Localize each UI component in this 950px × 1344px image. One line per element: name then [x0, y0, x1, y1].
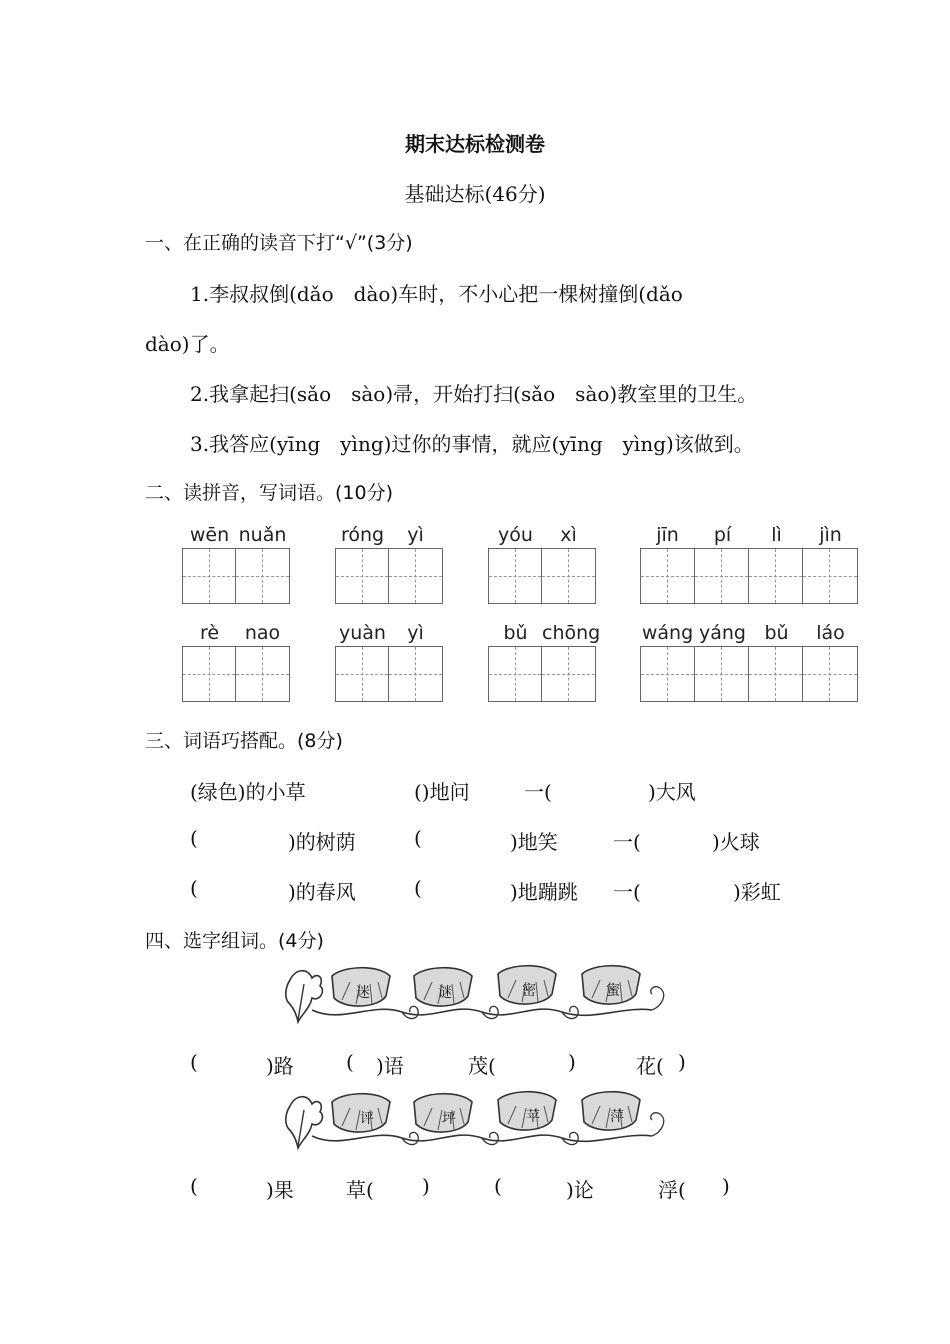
word-item: ( — [190, 1174, 198, 1198]
section1-heading: 一、在正确的读音下打“√”(3分) — [145, 232, 413, 254]
banner-char: 蜜 — [606, 983, 620, 999]
match-item: )大风 — [648, 780, 696, 804]
writing-grid[interactable] — [335, 548, 443, 604]
banner-char: 评 — [360, 1111, 374, 1127]
pinyin-label: wáng — [641, 622, 694, 644]
word-item: 浮( — [658, 1178, 686, 1202]
match-item: 一( — [524, 780, 552, 804]
match-item: ( — [190, 826, 198, 850]
pinyin-label: yóu — [498, 524, 533, 546]
writing-grid[interactable] — [488, 548, 596, 604]
match-item: )的树荫 — [288, 830, 356, 854]
writing-grid[interactable] — [335, 646, 443, 702]
banner-char: 坪 — [442, 1111, 456, 1127]
word-item: )果 — [266, 1178, 294, 1202]
pinyin-label: róng — [340, 524, 385, 546]
word-item: )语 — [376, 1054, 404, 1078]
word-item: ) — [422, 1174, 430, 1198]
section2-heading: 二、读拼音，写词语。(10分) — [145, 482, 394, 504]
page-subtitle: 基础达标(46分) — [404, 182, 546, 206]
pinyin-label: nao — [244, 622, 281, 644]
word-item: ) — [568, 1050, 576, 1074]
pinyin-label: chōng — [542, 622, 601, 644]
pinyin-label: bǔ — [764, 622, 789, 644]
word-item: ( — [346, 1050, 354, 1074]
match-item: )地蹦跳 — [510, 880, 578, 904]
banner-char: 苹 — [526, 1109, 540, 1125]
word-item: 草( — [346, 1178, 374, 1202]
writing-grid[interactable] — [488, 646, 596, 702]
pinyin-label: wēn — [189, 524, 230, 546]
pinyin-label: bǔ — [503, 622, 528, 644]
word-item: )论 — [566, 1178, 594, 1202]
page-title: 期末达标检测卷 — [405, 132, 545, 156]
match-item: ( — [414, 826, 422, 850]
word-item: 茂( — [468, 1054, 496, 1078]
match-item: 一( — [613, 830, 641, 854]
pinyin-label: rè — [199, 622, 220, 644]
banner-char: 谜 — [438, 985, 452, 1001]
match-item: ( — [414, 876, 422, 900]
pinyin-label: pí — [713, 524, 732, 546]
match-item: )地笑 — [510, 830, 558, 854]
word-item: ( — [494, 1174, 502, 1198]
match-item: )火球 — [712, 830, 760, 854]
pinyin-label: yì — [407, 622, 424, 644]
pinyin-label: lì — [771, 524, 782, 546]
section1-line-1-cont: dào)了。 — [145, 332, 230, 356]
banner-char: 萍 — [610, 1109, 624, 1125]
match-item: ( — [190, 876, 198, 900]
writing-grid[interactable] — [182, 548, 290, 604]
writing-grid[interactable] — [182, 646, 290, 702]
pinyin-label: láo — [816, 622, 845, 644]
word-item: )路 — [266, 1054, 294, 1078]
match-item: ()地问 — [414, 780, 470, 804]
section1-line-3: 3.我答应(yīng yìng)过你的事情，就应(yīng yìng)该做到。 — [190, 432, 754, 456]
section1-line-1: 1.李叔叔倒(dǎo dào)车时，不小心把一棵树撞倒(dǎo — [190, 282, 683, 306]
pinyin-label: nuǎn — [238, 524, 287, 546]
match-item: (绿色)的小草 — [190, 780, 306, 804]
match-item: )的春风 — [288, 880, 356, 904]
pinyin-label: yuàn — [339, 622, 386, 644]
section1-line-2: 2.我拿起扫(sǎo sào)帚，开始打扫(sǎo sào)教室里的卫生。 — [190, 382, 758, 406]
pinyin-label: yì — [407, 524, 424, 546]
match-item: )彩虹 — [733, 880, 781, 904]
writing-grid[interactable] — [640, 646, 858, 702]
word-item: ) — [678, 1050, 686, 1074]
pinyin-label: xì — [560, 524, 577, 546]
section4-heading: 四、选字组词。(4分) — [145, 930, 324, 952]
pinyin-label: jīn — [656, 524, 679, 546]
word-item: 花( — [636, 1054, 664, 1078]
banner-char: 密 — [522, 983, 536, 999]
word-item: ( — [190, 1050, 198, 1074]
pinyin-label: jìn — [819, 524, 842, 546]
pinyin-label: yáng — [699, 622, 746, 644]
word-item: ) — [722, 1174, 730, 1198]
match-item: 一( — [613, 880, 641, 904]
writing-grid[interactable] — [640, 548, 858, 604]
banner-char: 迷 — [356, 985, 370, 1001]
section3-heading: 三、词语巧搭配。(8分) — [145, 730, 343, 752]
